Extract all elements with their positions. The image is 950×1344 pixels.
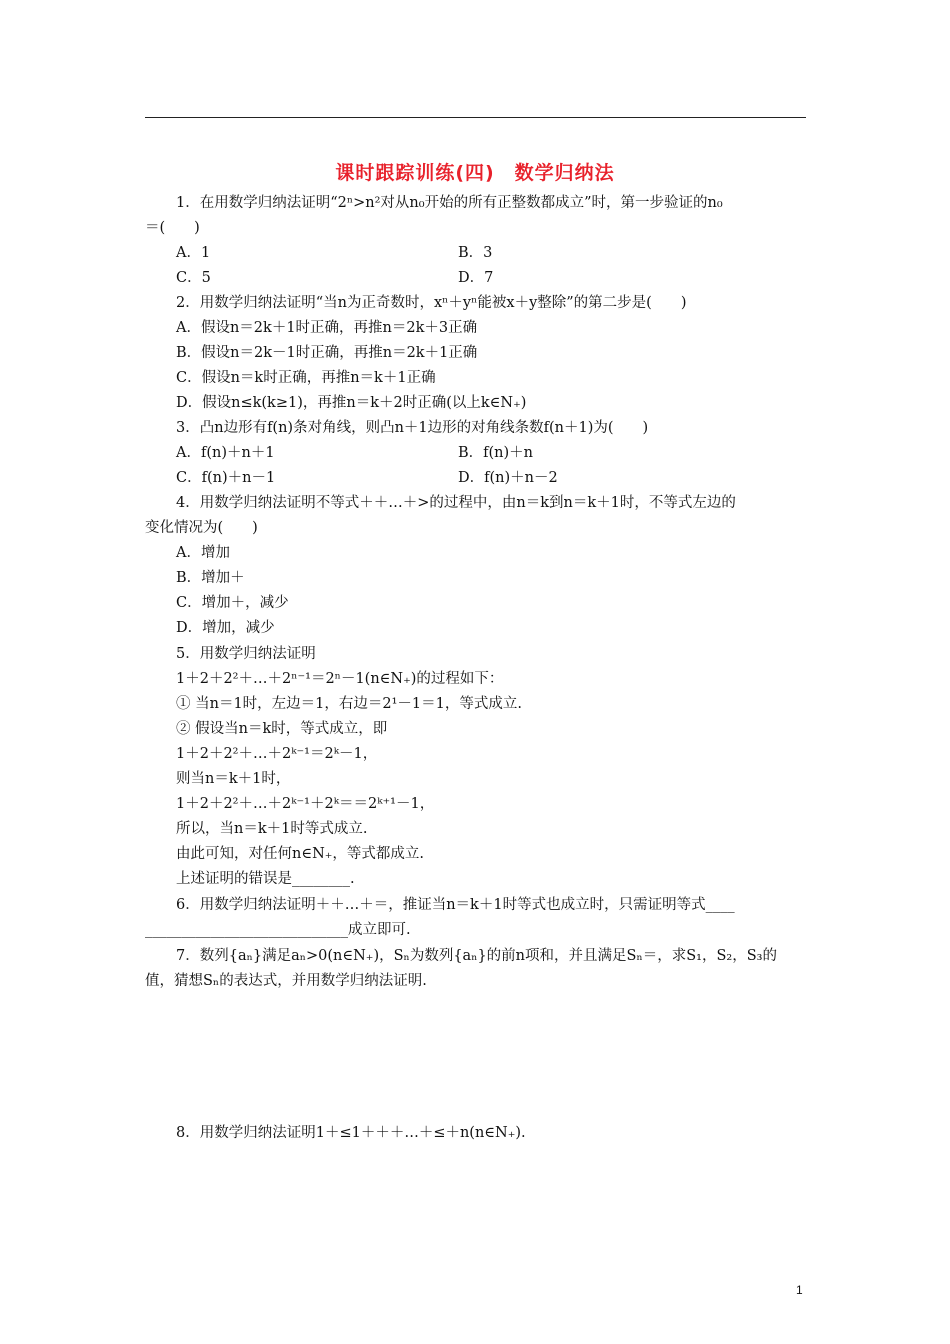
q1-stem-line1: 1．在用数学归纳法证明“2ⁿ>n²对从n₀开始的所有正整数都成立”时，第一步验证的n₀ <box>176 195 723 211</box>
q1-option-d: D．7 <box>458 270 494 286</box>
q4-option-c: C．增加＋，减少 <box>176 595 289 611</box>
q5-stem: 5．用数学归纳法证明 <box>176 646 316 662</box>
q6-stem-line1: 6．用数学归纳法证明＋＋…＋＝，推证当n＝k＋1时等式也成立时，只需证明等式____ <box>176 897 735 913</box>
q4-option-b: B．增加＋ <box>176 570 245 586</box>
q4-stem-line2: 变化情况为( ) <box>145 520 258 536</box>
q5-line: ② 假设当n＝k时，等式成立，即 <box>176 721 388 737</box>
q1-option-b: B．3 <box>458 245 493 261</box>
q5-line: 由此可知，对任何n∈N₊，等式都成立. <box>176 846 425 862</box>
q4-option-a: A．增加 <box>176 545 230 561</box>
q1-option-c: C．5 <box>176 270 211 286</box>
q7-stem-line2: 值，猜想Sₙ的表达式，并用数学归纳法证明. <box>145 973 427 989</box>
q3-option-d: D．f(n)＋n－2 <box>458 470 558 486</box>
q8-stem: 8．用数学归纳法证明1＋≤1＋＋＋…＋≤＋n(n∈N₊). <box>176 1125 526 1141</box>
q4-stem-line1: 4．用数学归纳法证明不等式＋＋…＋>的过程中，由n＝k到n＝k＋1时，不等式左边的 <box>176 495 736 511</box>
q2-option-a: A．假设n＝2k＋1时正确，再推n＝2k＋3正确 <box>176 320 478 336</box>
q2-option-d: D．假设n≤k(k≥1)，再推n＝k＋2时正确(以上k∈N₊) <box>176 395 527 411</box>
q2-option-c: C．假设n＝k时正确，再推n＝k＋1正确 <box>176 370 436 386</box>
q4-option-d: D．增加，减少 <box>176 620 275 636</box>
q6-stem-line2: ____________________________成立即可. <box>145 922 411 938</box>
q3-option-b: B．f(n)＋n <box>458 445 534 461</box>
q2-option-b: B．假设n＝2k－1时正确，再推n＝2k＋1正确 <box>176 345 478 361</box>
q5-line: 则当n＝k＋1时， <box>176 771 291 787</box>
page-number: 1 <box>796 1283 803 1297</box>
q5-line: ① 当n＝1时，左边＝1，右边＝2¹－1＝1，等式成立. <box>176 696 522 712</box>
q1-stem-line2: ＝( ) <box>145 220 200 236</box>
header-rule <box>145 117 806 118</box>
q7-stem-line1: 7．数列{aₙ}满足aₙ>0(n∈N₊)，Sₙ为数列{aₙ}的前n项和，并且满足Sₙ＝，求S₁，S₂，S₃的 <box>176 948 777 964</box>
q5-line: 上述证明的错误是________. <box>176 871 355 887</box>
q2-stem: 2．用数学归纳法证明“当n为正奇数时，xⁿ＋yⁿ能被x＋y整除”的第二步是( ) <box>176 295 687 311</box>
page-title: 课时跟踪训练(四) 数学归纳法 <box>335 162 615 184</box>
q5-line: 所以，当n＝k＋1时等式成立. <box>176 821 368 837</box>
q1-option-a: A．1 <box>176 245 211 261</box>
q3-option-a: A．f(n)＋n＋1 <box>176 445 275 461</box>
q5-line: 1＋2＋2²＋…＋2ᵏ⁻¹＋2ᵏ＝＝2ᵏ⁺¹－1， <box>176 796 435 812</box>
q3-option-c: C．f(n)＋n－1 <box>176 470 276 486</box>
q5-line: 1＋2＋2²＋…＋2ᵏ⁻¹＝2ᵏ－1， <box>176 746 378 762</box>
q5-line: 1＋2＋2²＋…＋2ⁿ⁻¹＝2ⁿ－1(n∈N₊)的过程如下： <box>176 671 504 687</box>
q3-stem: 3．凸n边形有f(n)条对角线，则凸n＋1边形的对角线条数f(n＋1)为( ) <box>176 420 649 436</box>
